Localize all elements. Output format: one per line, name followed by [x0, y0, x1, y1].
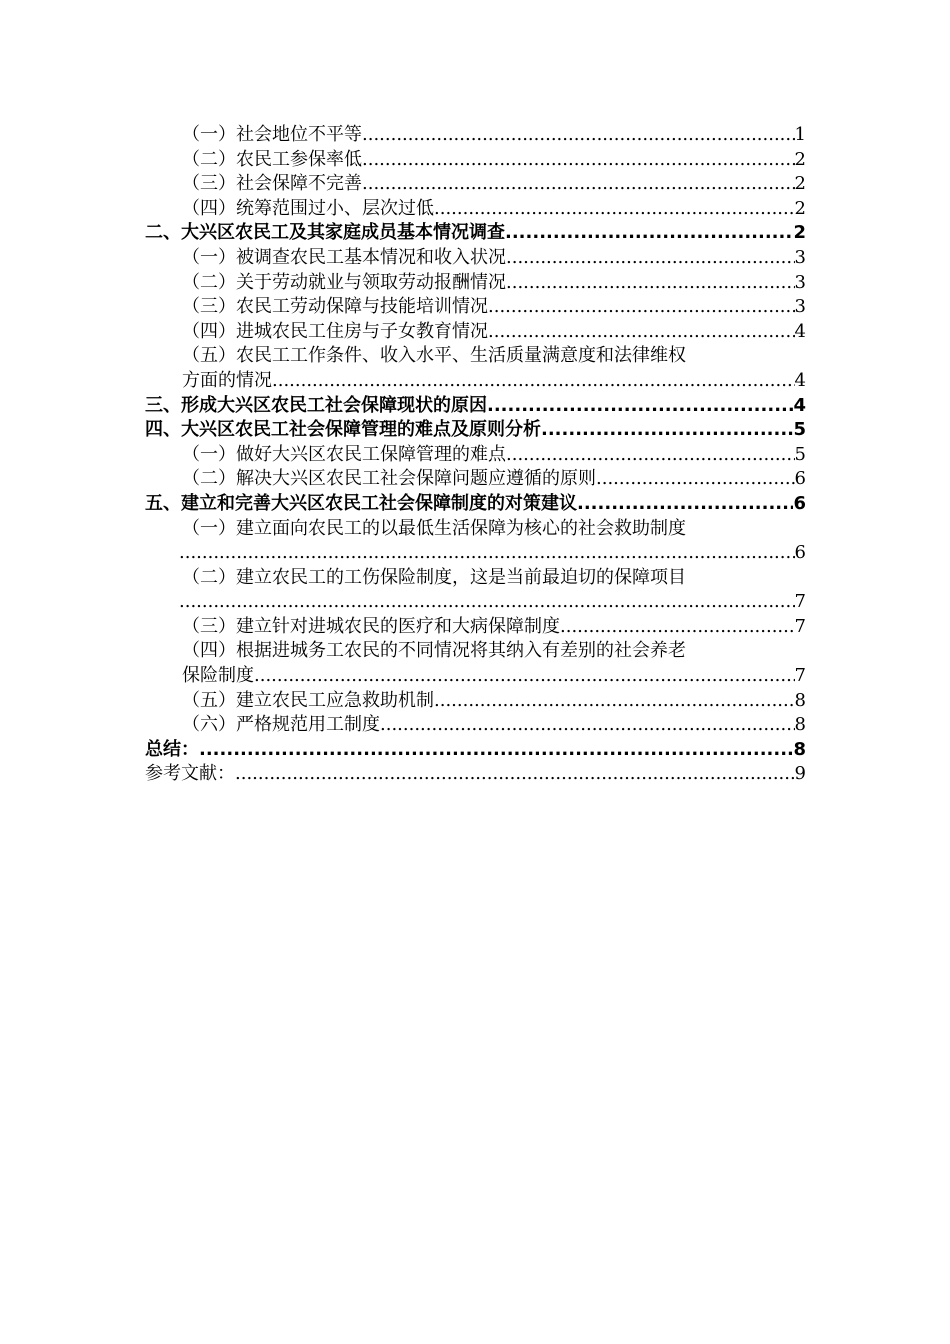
toc-entry-title: （一）社会地位不平等 — [182, 124, 362, 145]
toc-entry-title: （二）关于劳动就业与领取劳动报酬情况 — [182, 271, 506, 293]
toc-entry-title-line1: （一）建立面向农民工的以最低生活保障为核心的社会救助制度 — [182, 517, 686, 539]
toc-page-number: 7 — [794, 665, 806, 687]
toc-leader-dots — [487, 394, 793, 419]
toc-entry-title: （六）严格规范用工制度 — [182, 714, 380, 736]
toc-entry[interactable] — [145, 197, 806, 222]
toc-page-number: 5 — [793, 419, 806, 441]
toc-page-number: 8 — [793, 738, 806, 760]
toc-page-number: 2 — [793, 222, 806, 244]
table-of-contents — [145, 123, 806, 787]
toc-leader-dots — [199, 738, 793, 763]
toc-entry-title-line1: （二）建立农民工的工伤保险制度，这是当前最迫切的保障项目 — [182, 566, 686, 588]
toc-entry[interactable] — [145, 713, 806, 738]
toc-leader-dots — [179, 541, 795, 566]
toc-leader-dots — [235, 762, 795, 787]
toc-entry-title: 总结： — [145, 738, 199, 760]
toc-page-number: 5 — [794, 443, 806, 465]
toc-entry-title: 三、形成大兴区农民工社会保障现状的原因 — [145, 394, 487, 416]
toc-entry-title-line2: 保险制度 — [182, 665, 254, 687]
toc-entry[interactable] — [145, 148, 806, 173]
toc-leader-dots — [560, 615, 795, 640]
toc-page-number: 7 — [794, 591, 806, 613]
toc-entry-title: （二）农民工参保率低 — [182, 148, 362, 170]
toc-entry-title: （一）做好大兴区农民工保障管理的难点 — [182, 443, 506, 465]
toc-leader-dots — [179, 590, 795, 615]
toc-page-number: 6 — [794, 468, 806, 490]
toc-entry-title: （一）被调查农民工基本情况和收入状况 — [182, 246, 506, 268]
toc-page-number: 2 — [794, 148, 806, 170]
toc-leader-dots — [506, 246, 795, 271]
toc-entry[interactable] — [145, 123, 806, 148]
toc-entry-title: 二、大兴区农民工及其家庭成员基本情况调查 — [145, 222, 505, 244]
toc-entry-title: （二）解决大兴区农民工社会保障问题应遵循的原则 — [182, 468, 596, 490]
toc-page-number: 8 — [794, 714, 806, 736]
toc-entry[interactable] — [145, 639, 806, 688]
toc-leader-dots — [434, 689, 795, 714]
toc-leader-dots — [254, 664, 795, 689]
toc-leader-dots — [488, 320, 795, 345]
toc-entry[interactable] — [145, 689, 806, 714]
toc-page-number: 3 — [794, 271, 806, 293]
toc-entry-title: （三）社会保障不完善 — [182, 173, 362, 195]
toc-leader-dots — [506, 443, 795, 468]
toc-entry-title-line1: （五）农民工工作条件、收入水平、生活质量满意度和法律维权 — [182, 345, 686, 367]
toc-entry-title: （五）建立农民工应急救助机制 — [182, 689, 434, 711]
toc-entry[interactable] — [145, 246, 806, 271]
toc-entry[interactable] — [145, 271, 806, 296]
toc-entry[interactable] — [145, 295, 806, 320]
toc-page-number: 2 — [794, 197, 806, 219]
toc-page-number: 3 — [794, 246, 806, 268]
toc-heading-entry[interactable] — [145, 394, 806, 419]
toc-entry[interactable] — [145, 320, 806, 345]
toc-page-number: 6 — [793, 492, 806, 514]
toc-heading-entry[interactable] — [145, 418, 806, 443]
toc-page-number: 9 — [794, 763, 806, 785]
toc-heading-entry[interactable] — [145, 738, 806, 763]
toc-page-number: 4 — [794, 369, 806, 391]
toc-leader-dots — [362, 123, 795, 148]
toc-entry-title: （四）统筹范围过小、层次过低 — [182, 197, 434, 219]
toc-entry-title-line2: 方面的情况 — [182, 369, 272, 391]
toc-entry[interactable] — [145, 517, 806, 566]
toc-leader-dots — [434, 197, 795, 222]
toc-entry[interactable] — [145, 344, 806, 393]
toc-page-number: 7 — [794, 615, 806, 637]
toc-entry-title: （四）进城农民工住房与子女教育情况 — [182, 320, 488, 342]
toc-entry[interactable] — [145, 443, 806, 468]
toc-heading-entry[interactable] — [145, 492, 806, 517]
toc-leader-dots — [362, 172, 795, 197]
toc-leader-dots — [380, 713, 795, 738]
toc-entry[interactable] — [145, 172, 806, 197]
toc-entry[interactable] — [145, 762, 806, 787]
toc-leader-dots — [272, 369, 795, 394]
toc-heading-entry[interactable] — [145, 221, 806, 246]
toc-page-number: 6 — [794, 542, 806, 564]
toc-leader-dots — [577, 492, 793, 517]
toc-page-number: 3 — [794, 296, 806, 318]
toc-page-number: 2 — [794, 173, 806, 195]
toc-entry-title: （三）建立针对进城农民的医疗和大病保障制度 — [182, 615, 560, 637]
toc-entry[interactable] — [145, 566, 806, 615]
toc-leader-dots — [362, 148, 795, 173]
toc-leader-dots — [541, 418, 793, 443]
toc-entry-title: 四、大兴区农民工社会保障管理的难点及原则分析 — [145, 419, 541, 441]
toc-page-number: 4 — [793, 394, 806, 416]
toc-leader-dots — [505, 221, 793, 246]
toc-entry-title: （三）农民工劳动保障与技能培训情况 — [182, 296, 488, 318]
toc-entry-title: 五、建立和完善大兴区农民工社会保障制度的对策建议 — [145, 492, 577, 514]
toc-entry[interactable] — [145, 467, 806, 492]
toc-entry[interactable] — [145, 615, 806, 640]
toc-leader-dots — [488, 295, 795, 320]
toc-entry-title-line1: （四）根据进城务工农民的不同情况将其纳入有差别的社会养老 — [182, 640, 686, 662]
toc-leader-dots — [506, 271, 795, 296]
toc-entry-title: 参考文献： — [145, 763, 235, 785]
toc-leader-dots — [596, 467, 795, 492]
toc-page-number: 1 — [794, 124, 806, 145]
toc-page-number: 4 — [794, 320, 806, 342]
toc-page-number: 8 — [794, 689, 806, 711]
